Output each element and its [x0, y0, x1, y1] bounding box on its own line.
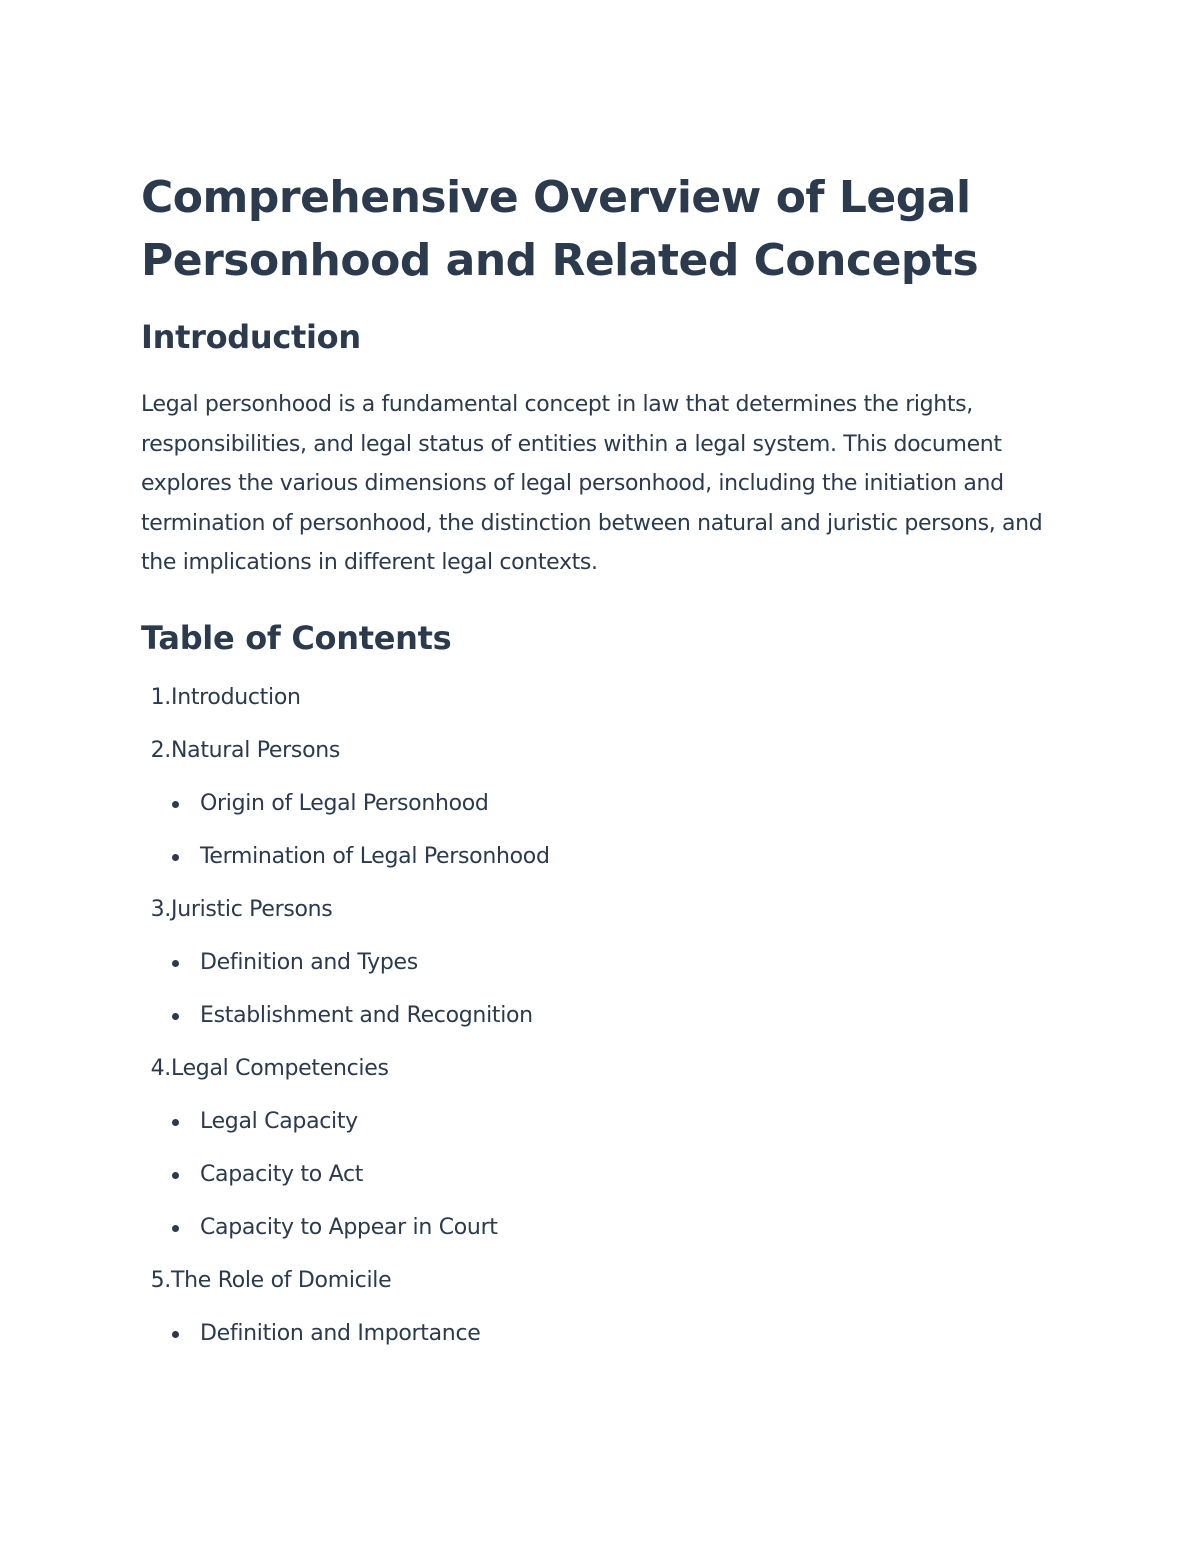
toc-item-label: Legal Competencies	[171, 1055, 389, 1081]
toc-item-role-of-domicile	[141, 1266, 1071, 1372]
table-of-contents	[141, 683, 1071, 1372]
toc-subitem-label: Establishment and Recognition	[200, 1002, 533, 1028]
toc-subitem-label: Definition and Importance	[200, 1320, 481, 1346]
toc-sublist	[141, 1107, 1071, 1266]
toc-item-number: 5.	[150, 1267, 171, 1293]
toc-heading: Table of Contents	[141, 618, 452, 657]
toc-subitem-label: Termination of Legal Personhood	[200, 843, 550, 869]
toc-item-label: The Role of Domicile	[171, 1267, 392, 1293]
toc-item-introduction	[141, 683, 1071, 736]
toc-subitem	[170, 789, 1071, 842]
toc-subitem	[170, 1213, 1071, 1266]
toc-sublist	[141, 1319, 1071, 1372]
toc-item-number: 3.	[150, 896, 171, 922]
document-page	[141, 166, 1071, 1372]
toc-item-number: 2.	[150, 737, 171, 763]
toc-item-number: 4.	[150, 1055, 171, 1081]
document-title: Comprehensive Overview of Legal Personhood and Related Concepts	[141, 172, 979, 286]
toc-sublist	[141, 789, 1071, 895]
toc-subitem-label: Origin of Legal Personhood	[200, 790, 489, 816]
toc-subitem	[170, 948, 1071, 1001]
toc-item-label: Juristic Persons	[171, 896, 333, 922]
toc-item-natural-persons	[141, 736, 1071, 895]
introduction-heading: Introduction	[141, 318, 361, 356]
toc-subitem-label: Capacity to Appear in Court	[200, 1214, 498, 1240]
toc-subitem	[170, 1107, 1071, 1160]
toc-item-legal-competencies	[141, 1054, 1071, 1266]
introduction-paragraph: Legal personhood is a fundamental concept in law that determines the rights, responsibilities, and legal status of entities within a legal system. This document explores the various dimensions of legal personhood, including the initiation and termination of personhood, the distinction between natural and juristic persons, and the implications in different legal contexts.	[141, 392, 1043, 576]
toc-subitem-label: Capacity to Act	[200, 1161, 364, 1187]
toc-item-juristic-persons	[141, 895, 1071, 1054]
toc-subitem-label: Definition and Types	[200, 949, 418, 975]
toc-subitem	[170, 1160, 1071, 1213]
toc-item-number: 1.	[150, 684, 171, 710]
toc-item-label: Natural Persons	[171, 737, 341, 763]
toc-subitem	[170, 842, 1071, 895]
toc-subitem	[170, 1001, 1071, 1054]
toc-subitem	[170, 1319, 1071, 1372]
toc-sublist	[141, 948, 1071, 1054]
toc-item-label: Introduction	[171, 684, 301, 710]
toc-subitem-label: Legal Capacity	[200, 1108, 358, 1134]
